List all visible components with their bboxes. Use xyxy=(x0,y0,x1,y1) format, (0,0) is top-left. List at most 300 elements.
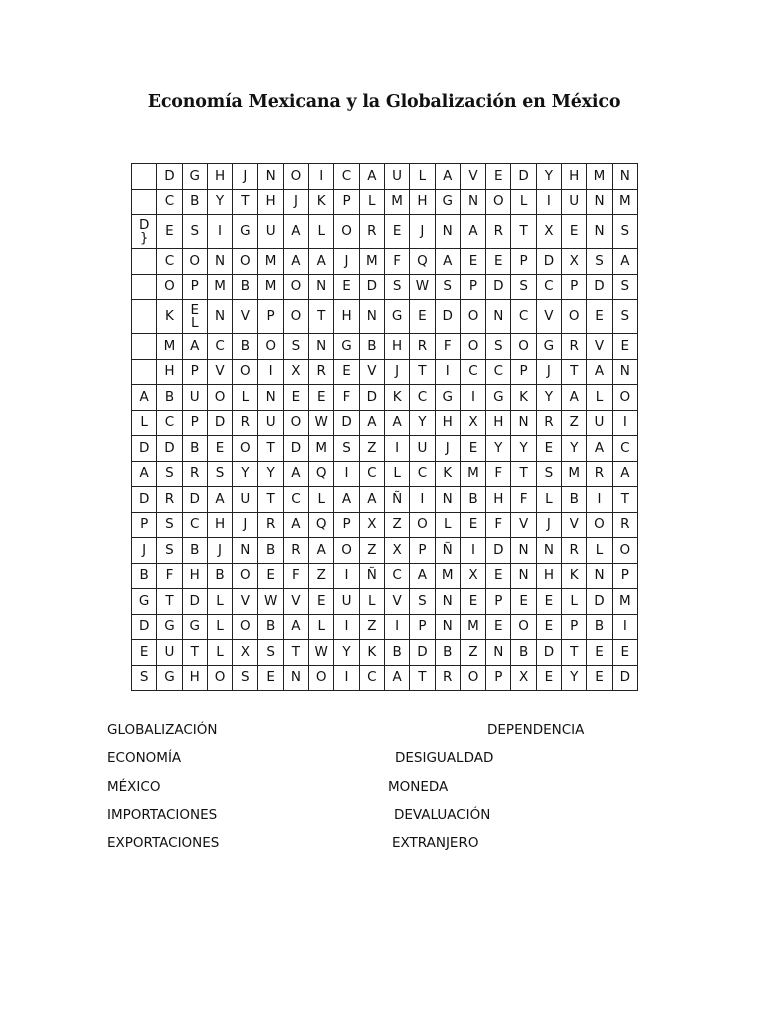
grid-cell: R xyxy=(359,215,384,249)
grid-cell: L xyxy=(384,461,409,487)
grid-cell: M xyxy=(207,274,232,300)
grid-cell: A xyxy=(334,487,359,513)
grid-cell: S xyxy=(486,334,511,360)
grid-cell: X xyxy=(384,538,409,564)
grid-cell: D xyxy=(157,436,182,462)
grid-cell: V xyxy=(562,512,587,538)
grid-cell: D xyxy=(359,274,384,300)
grid-cell: E xyxy=(587,665,612,691)
grid-cell: U xyxy=(587,410,612,436)
grid-row xyxy=(132,512,638,538)
grid-row xyxy=(132,164,638,190)
grid-cell: B xyxy=(182,189,207,215)
grid-cell: P xyxy=(562,274,587,300)
grid-cell: N xyxy=(435,215,460,249)
grid-cell: B xyxy=(258,538,283,564)
grid-row xyxy=(132,461,638,487)
grid-cell: I xyxy=(334,665,359,691)
grid-cell: N xyxy=(309,334,334,360)
grid-cell xyxy=(132,334,157,360)
grid-cell: I xyxy=(334,563,359,589)
grid-cell: H xyxy=(486,487,511,513)
grid-cell: L xyxy=(359,589,384,615)
grid-cell: N xyxy=(587,215,612,249)
grid-cell: E xyxy=(587,640,612,666)
grid-cell: P xyxy=(182,274,207,300)
grid-cell: G xyxy=(536,334,561,360)
grid-cell: R xyxy=(258,512,283,538)
grid-cell: O xyxy=(233,614,258,640)
grid-cell: V xyxy=(233,300,258,334)
grid-cell: G xyxy=(334,334,359,360)
grid-row xyxy=(132,665,638,691)
grid-cell: I xyxy=(334,614,359,640)
grid-cell: O xyxy=(258,334,283,360)
grid-cell: A xyxy=(435,249,460,275)
grid-cell: C xyxy=(410,461,435,487)
grid-cell: M xyxy=(309,436,334,462)
grid-cell: Ñ xyxy=(435,538,460,564)
grid-cell: D xyxy=(486,274,511,300)
grid-row xyxy=(132,614,638,640)
grid-cell: O xyxy=(283,410,308,436)
grid-cell: J xyxy=(207,538,232,564)
grid-cell: H xyxy=(562,164,587,190)
grid-cell: E xyxy=(258,665,283,691)
grid-cell: D xyxy=(157,164,182,190)
grid-cell: J xyxy=(233,164,258,190)
grid-cell: X xyxy=(460,410,485,436)
grid-cell: E xyxy=(309,589,334,615)
grid-cell: S xyxy=(612,300,637,334)
grid-cell: V xyxy=(207,359,232,385)
grid-cell: U xyxy=(258,215,283,249)
grid-cell: M xyxy=(258,274,283,300)
grid-cell: T xyxy=(562,359,587,385)
grid-cell: E xyxy=(334,359,359,385)
grid-cell: W xyxy=(410,274,435,300)
grid-cell: D xyxy=(587,274,612,300)
grid-cell: R xyxy=(233,410,258,436)
grid-cell: D xyxy=(359,385,384,411)
grid-cell: Z xyxy=(384,512,409,538)
grid-row xyxy=(132,640,638,666)
grid-cell: T xyxy=(612,487,637,513)
grid-cell: O xyxy=(460,665,485,691)
grid-cell: W xyxy=(309,640,334,666)
grid-cell: N xyxy=(511,538,536,564)
grid-cell: U xyxy=(384,164,409,190)
grid-cell: J xyxy=(536,359,561,385)
grid-cell: A xyxy=(283,614,308,640)
grid-row xyxy=(132,215,638,249)
grid-cell: S xyxy=(258,640,283,666)
grid-cell: U xyxy=(233,487,258,513)
grid-cell: D xyxy=(182,589,207,615)
grid-cell: N xyxy=(258,164,283,190)
grid-cell: F xyxy=(157,563,182,589)
grid-cell: T xyxy=(511,215,536,249)
grid-cell: F xyxy=(384,249,409,275)
grid-cell: G xyxy=(132,589,157,615)
grid-cell: O xyxy=(233,359,258,385)
grid-cell: E xyxy=(486,164,511,190)
grid-cell: W xyxy=(309,410,334,436)
grid-cell: L xyxy=(309,487,334,513)
grid-cell: C xyxy=(359,461,384,487)
grid-cell: L xyxy=(207,614,232,640)
grid-cell: D xyxy=(132,487,157,513)
grid-cell: L xyxy=(562,589,587,615)
grid-cell: R xyxy=(562,538,587,564)
grid-cell: B xyxy=(384,640,409,666)
grid-cell: O xyxy=(233,249,258,275)
grid-cell: T xyxy=(562,640,587,666)
grid-cell: U xyxy=(258,410,283,436)
grid-cell: Y xyxy=(536,164,561,190)
grid-cell: E xyxy=(384,215,409,249)
grid-cell: L xyxy=(536,487,561,513)
grid-cell: H xyxy=(486,410,511,436)
word-search-grid xyxy=(131,163,638,691)
grid-cell: O xyxy=(283,164,308,190)
grid-cell: D xyxy=(536,249,561,275)
grid-cell: F xyxy=(486,512,511,538)
grid-row xyxy=(132,359,638,385)
grid-cell xyxy=(132,249,157,275)
grid-cell: Y xyxy=(486,436,511,462)
grid-cell: M xyxy=(562,461,587,487)
grid-cell: I xyxy=(309,164,334,190)
grid-cell: U xyxy=(334,589,359,615)
grid-cell: P xyxy=(132,512,157,538)
page-title: Economía Mexicana y la Globalización en México xyxy=(147,92,621,112)
grid-cell: F xyxy=(334,385,359,411)
grid-cell: E xyxy=(536,589,561,615)
grid-cell: Q xyxy=(410,249,435,275)
grid-cell: U xyxy=(410,436,435,462)
grid-cell: S xyxy=(283,334,308,360)
grid-cell: D xyxy=(511,164,536,190)
grid-cell: X xyxy=(562,249,587,275)
grid-cell: M xyxy=(157,334,182,360)
grid-cell: S xyxy=(410,589,435,615)
grid-cell: A xyxy=(460,215,485,249)
grid-cell: A xyxy=(410,563,435,589)
grid-cell: B xyxy=(587,614,612,640)
grid-cell: V xyxy=(460,164,485,190)
grid-cell: C xyxy=(283,487,308,513)
grid-cell: C xyxy=(157,410,182,436)
grid-cell: J xyxy=(536,512,561,538)
grid-cell: E xyxy=(309,385,334,411)
grid-cell: S xyxy=(157,461,182,487)
grid-cell: Z xyxy=(359,436,384,462)
grid-cell: P xyxy=(182,410,207,436)
grid-cell: E xyxy=(486,614,511,640)
grid-cell: P xyxy=(410,538,435,564)
grid-cell: A xyxy=(384,665,409,691)
grid-cell: V xyxy=(233,589,258,615)
grid-cell: X xyxy=(460,563,485,589)
grid-cell: R xyxy=(309,359,334,385)
grid-cell: D } xyxy=(132,215,157,249)
grid-cell: S xyxy=(157,512,182,538)
grid-cell: E xyxy=(486,563,511,589)
grid-cell: K xyxy=(309,189,334,215)
grid-cell: M xyxy=(612,589,637,615)
grid-cell: C xyxy=(384,563,409,589)
grid-cell: X xyxy=(283,359,308,385)
grid-cell: Y xyxy=(562,436,587,462)
grid-cell: N xyxy=(207,249,232,275)
grid-cell: O xyxy=(612,538,637,564)
grid-cell: B xyxy=(132,563,157,589)
grid-cell: O xyxy=(460,300,485,334)
grid-cell: N xyxy=(283,665,308,691)
grid-cell: L xyxy=(410,164,435,190)
grid-cell: Z xyxy=(562,410,587,436)
grid-cell: N xyxy=(359,300,384,334)
grid-cell: N xyxy=(309,274,334,300)
grid-cell: T xyxy=(157,589,182,615)
grid-cell: N xyxy=(435,614,460,640)
grid-cell: P xyxy=(486,665,511,691)
grid-cell: C xyxy=(334,164,359,190)
grid-cell: C xyxy=(486,359,511,385)
grid-cell: L xyxy=(587,385,612,411)
grid-cell: M xyxy=(359,249,384,275)
grid-cell: P xyxy=(486,589,511,615)
grid-cell: C xyxy=(410,385,435,411)
grid-cell: E xyxy=(334,274,359,300)
grid-row xyxy=(132,274,638,300)
grid-cell: S xyxy=(334,436,359,462)
grid-cell: E xyxy=(536,665,561,691)
grid-cell: A xyxy=(309,249,334,275)
grid-cell: D xyxy=(587,589,612,615)
grid-cell: I xyxy=(384,614,409,640)
grid-cell: C xyxy=(359,665,384,691)
grid-cell: R xyxy=(536,410,561,436)
grid-cell: A xyxy=(587,359,612,385)
grid-cell: K xyxy=(511,385,536,411)
grid-cell: I xyxy=(435,359,460,385)
grid-cell: F xyxy=(435,334,460,360)
grid-cell: A xyxy=(384,410,409,436)
grid-cell: I xyxy=(587,487,612,513)
grid-cell: A xyxy=(309,538,334,564)
grid-cell: D xyxy=(207,410,232,436)
grid-cell: B xyxy=(182,538,207,564)
grid-cell: S xyxy=(536,461,561,487)
grid-cell: G xyxy=(233,215,258,249)
grid-cell: A xyxy=(283,215,308,249)
grid-cell: G xyxy=(157,614,182,640)
grid-cell: Y xyxy=(207,189,232,215)
grid-cell: B xyxy=(460,487,485,513)
grid-cell: F xyxy=(283,563,308,589)
grid-cell: I xyxy=(334,461,359,487)
grid-row xyxy=(132,563,638,589)
grid-row xyxy=(132,249,638,275)
grid-cell: R xyxy=(182,461,207,487)
grid-cell: L xyxy=(309,215,334,249)
grid-cell: S xyxy=(511,274,536,300)
grid-cell: V xyxy=(283,589,308,615)
grid-cell: E xyxy=(612,334,637,360)
grid-cell: E xyxy=(612,640,637,666)
grid-cell: O xyxy=(486,189,511,215)
grid-cell: Y xyxy=(562,665,587,691)
word-list-item: IMPORTACIONES xyxy=(107,807,218,823)
grid-cell: S xyxy=(132,665,157,691)
grid-cell: Z xyxy=(359,614,384,640)
grid-cell: I xyxy=(258,359,283,385)
grid-cell: A xyxy=(207,487,232,513)
grid-cell: H xyxy=(384,334,409,360)
grid-cell: X xyxy=(233,640,258,666)
grid-cell: E xyxy=(511,589,536,615)
grid-cell: G xyxy=(486,385,511,411)
word-list-item: MÉXICO xyxy=(107,779,161,795)
grid-cell: M xyxy=(612,189,637,215)
grid-cell: N xyxy=(207,300,232,334)
grid-cell: E xyxy=(460,436,485,462)
grid-cell: K xyxy=(157,300,182,334)
grid-cell: G xyxy=(182,614,207,640)
grid-cell: I xyxy=(612,614,637,640)
grid-cell: C xyxy=(182,512,207,538)
grid-cell: E xyxy=(587,300,612,334)
grid-cell: E xyxy=(157,215,182,249)
grid-cell xyxy=(132,189,157,215)
grid-cell: O xyxy=(410,512,435,538)
grid-cell: X xyxy=(359,512,384,538)
grid-cell: A xyxy=(359,410,384,436)
word-list-item: EXPORTACIONES xyxy=(107,835,220,851)
grid-cell: F xyxy=(511,487,536,513)
grid-cell xyxy=(132,359,157,385)
grid-cell: Z xyxy=(309,563,334,589)
grid-cell: I xyxy=(612,410,637,436)
grid-cell: J xyxy=(435,436,460,462)
grid-cell: D xyxy=(283,436,308,462)
grid-cell: H xyxy=(258,189,283,215)
grid-cell: N xyxy=(511,410,536,436)
grid-cell: J xyxy=(283,189,308,215)
grid-cell: V xyxy=(587,334,612,360)
grid-cell: U xyxy=(157,640,182,666)
grid-cell: H xyxy=(182,665,207,691)
grid-cell: N xyxy=(587,563,612,589)
grid-cell: A xyxy=(132,461,157,487)
grid-cell: O xyxy=(233,563,258,589)
grid-cell: P xyxy=(562,614,587,640)
grid-cell: E xyxy=(460,249,485,275)
grid-cell: T xyxy=(233,189,258,215)
grid-cell: B xyxy=(233,274,258,300)
grid-cell: O xyxy=(612,385,637,411)
word-list-item: MONEDA xyxy=(388,779,449,795)
grid-cell: O xyxy=(562,300,587,334)
word-list-item: ECONOMÍA xyxy=(107,750,182,766)
grid-cell: A xyxy=(132,385,157,411)
grid-cell: A xyxy=(562,385,587,411)
grid-cell: G xyxy=(435,385,460,411)
grid-row xyxy=(132,385,638,411)
grid-cell: R xyxy=(587,461,612,487)
grid-cell: I xyxy=(384,436,409,462)
grid-cell: O xyxy=(309,665,334,691)
grid-cell: H xyxy=(207,164,232,190)
grid-cell: A xyxy=(587,436,612,462)
grid-cell: B xyxy=(182,436,207,462)
grid-cell: M xyxy=(384,189,409,215)
grid-row xyxy=(132,300,638,334)
grid-cell: P xyxy=(182,359,207,385)
grid-cell: O xyxy=(283,274,308,300)
grid-cell: C xyxy=(157,249,182,275)
grid-cell: C xyxy=(207,334,232,360)
grid-cell: T xyxy=(309,300,334,334)
grid-cell: P xyxy=(511,359,536,385)
grid-cell: V xyxy=(511,512,536,538)
grid-cell: I xyxy=(207,215,232,249)
grid-cell: C xyxy=(536,274,561,300)
grid-cell: U xyxy=(182,385,207,411)
grid-cell: O xyxy=(182,249,207,275)
grid-cell: V xyxy=(384,589,409,615)
grid-cell: A xyxy=(359,487,384,513)
grid-cell: D xyxy=(334,410,359,436)
grid-cell: S xyxy=(612,215,637,249)
grid-cell: B xyxy=(207,563,232,589)
grid-cell: A xyxy=(612,249,637,275)
grid-cell: D xyxy=(486,538,511,564)
grid-cell: E xyxy=(536,614,561,640)
grid-cell: U xyxy=(562,189,587,215)
grid-cell: W xyxy=(258,589,283,615)
grid-cell: J xyxy=(410,215,435,249)
grid-cell: O xyxy=(511,614,536,640)
grid-cell: L xyxy=(435,512,460,538)
grid-cell: H xyxy=(334,300,359,334)
grid-cell: L xyxy=(309,614,334,640)
grid-cell: M xyxy=(435,563,460,589)
grid-cell: C xyxy=(157,189,182,215)
grid-row xyxy=(132,538,638,564)
grid-cell: M xyxy=(258,249,283,275)
grid-cell: H xyxy=(182,563,207,589)
grid-cell: T xyxy=(258,487,283,513)
grid-cell: P xyxy=(410,614,435,640)
word-list-item: EXTRANJERO xyxy=(392,835,479,851)
grid-cell: N xyxy=(612,359,637,385)
grid-cell: B xyxy=(359,334,384,360)
grid-row xyxy=(132,334,638,360)
grid-row xyxy=(132,189,638,215)
grid-cell: O xyxy=(157,274,182,300)
grid-cell: B xyxy=(511,640,536,666)
word-list-item: DESIGUALDAD xyxy=(395,750,494,766)
grid-cell: Q xyxy=(309,461,334,487)
grid-cell: T xyxy=(410,665,435,691)
grid-cell: E xyxy=(460,589,485,615)
grid-cell: L xyxy=(359,189,384,215)
grid-cell: R xyxy=(435,665,460,691)
grid-cell: B xyxy=(562,487,587,513)
